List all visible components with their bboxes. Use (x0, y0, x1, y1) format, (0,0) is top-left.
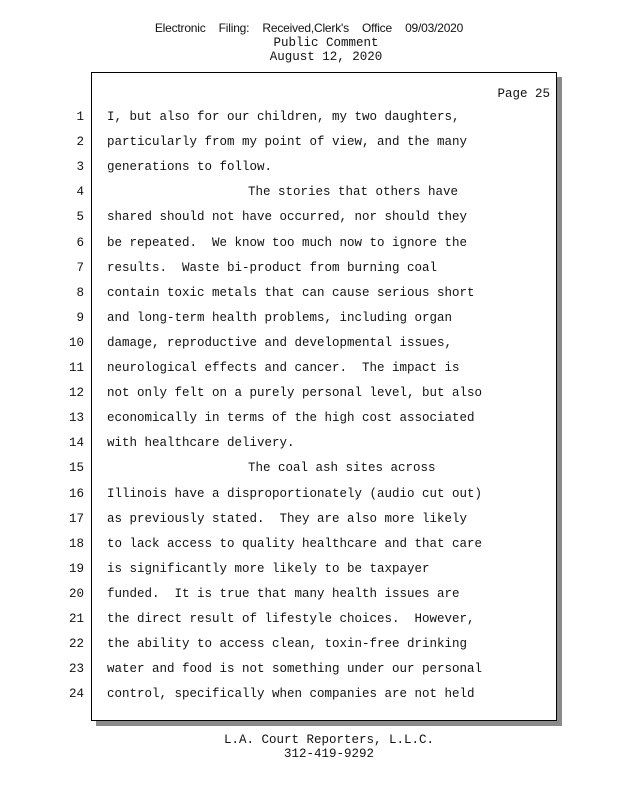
line-number: 7 (76, 261, 84, 275)
transcript-line: to lack access to quality healthcare and that care (107, 537, 483, 551)
line-number: 11 (68, 361, 84, 375)
transcript-line: The stories that others have (248, 185, 459, 199)
document-date: August 12, 2020 (269, 50, 383, 64)
transcript-line: funded. It is true that many health issues are (107, 587, 460, 601)
line-number: 4 (76, 185, 84, 199)
transcript-line: not only felt on a purely personal level, but also (107, 386, 483, 400)
line-number: 18 (68, 537, 84, 551)
line-number: 13 (68, 411, 84, 425)
line-number: 17 (68, 512, 84, 526)
transcript-line: contain toxic metals that can cause serious short (107, 286, 475, 300)
transcript-line: with healthcare delivery. (107, 436, 295, 450)
filing-stamp: Electronic Filing: Received,Clerk's Office 09/03/2020 (154, 21, 464, 35)
transcript-line: generations to follow. (107, 160, 273, 174)
transcript-line: is significantly more likely to be taxpayer (107, 562, 430, 576)
transcript-line: Illinois have a disproportionately (audio cut out) (107, 487, 483, 501)
line-number: 1 (76, 110, 84, 124)
line-number: 8 (76, 286, 84, 300)
line-number: 24 (68, 687, 84, 701)
page-number: Page 25 (497, 87, 550, 101)
transcript-line: the ability to access clean, toxin-free drinking (107, 637, 468, 651)
footer-company: L.A. Court Reporters, L.L.C. (223, 733, 435, 747)
line-number: 3 (76, 160, 84, 174)
transcript-line: The coal ash sites across (248, 461, 436, 475)
line-number: 14 (68, 436, 84, 450)
transcript-line: control, specifically when companies are not held (107, 687, 475, 701)
line-number: 16 (68, 487, 84, 501)
transcript-line: I, but also for our children, my two daughters, (107, 110, 460, 124)
transcript-line: neurological effects and cancer. The impact is (107, 361, 460, 375)
footer-phone: 312-419-9292 (283, 747, 374, 761)
transcript-line: damage, reproductive and developmental issues, (107, 336, 453, 350)
document-title: Public Comment (273, 36, 379, 50)
transcript-line: water and food is not something under our personal (107, 662, 483, 676)
line-number: 6 (76, 236, 84, 250)
line-number: 23 (68, 662, 84, 676)
transcript-line: as previously stated. They are also more likely (107, 512, 468, 526)
transcript-line: results. Waste bi-product from burning coal (107, 261, 438, 275)
line-number: 22 (68, 637, 84, 651)
transcript-line: be repeated. We know too much now to ignore the (107, 236, 468, 250)
line-number: 19 (68, 562, 84, 576)
transcript-line: and long-term health problems, including organ (107, 311, 453, 325)
transcript-line: particularly from my point of view, and the many (107, 135, 468, 149)
line-number: 21 (68, 612, 84, 626)
transcript-line: the direct result of lifestyle choices. However, (107, 612, 475, 626)
line-number: 15 (68, 461, 84, 475)
line-number: 5 (76, 210, 84, 224)
line-number: 20 (68, 587, 84, 601)
transcript-line: shared should not have occurred, nor should they (107, 210, 468, 224)
transcript-line: economically in terms of the high cost associated (107, 411, 475, 425)
line-number: 12 (68, 386, 84, 400)
line-number: 10 (68, 336, 84, 350)
line-number: 9 (76, 311, 84, 325)
line-number: 2 (76, 135, 84, 149)
